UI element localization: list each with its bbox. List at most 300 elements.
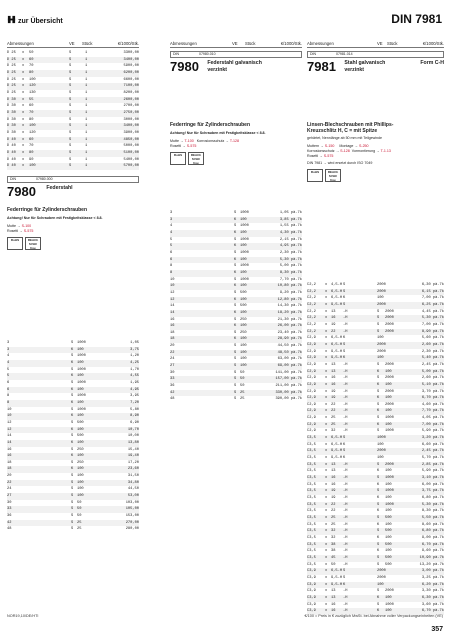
table-cell: S: [234, 264, 237, 269]
table-cell: x: [22, 51, 25, 55]
table-cell: 25: [331, 422, 336, 427]
table-cell: K: [234, 244, 237, 249]
ref-link[interactable]: T-128: [229, 139, 240, 143]
table-row: [307, 295, 444, 302]
table-cell: 100: [29, 77, 36, 82]
table-cell: 3,75: [130, 347, 139, 352]
table-cell: 22: [331, 402, 336, 407]
table-row: [307, 488, 444, 495]
table-cell: -H: [343, 535, 348, 540]
table-cell: C3,5: [307, 456, 316, 461]
table-cell: 500: [240, 290, 247, 295]
table-cell: -H: [343, 402, 348, 407]
code-label: DIN: [310, 52, 317, 56]
table-row: [307, 562, 444, 569]
table-cell: K: [343, 582, 346, 587]
table-row: [307, 355, 444, 362]
table-cell: 100: [77, 427, 84, 432]
table-cell: C2,2: [307, 289, 316, 294]
table-cell: S: [69, 150, 72, 155]
table-row: [7, 493, 139, 500]
table-cell: K: [71, 440, 74, 445]
table-cell: 280,00: [125, 527, 139, 532]
table-cell: x: [22, 124, 25, 129]
table-cell: S: [377, 489, 380, 494]
table-row: [307, 455, 444, 462]
table-row: [170, 263, 302, 270]
table-cell: x: [325, 535, 328, 540]
table-cell: 38: [331, 542, 336, 547]
table-cell: 3,70 pä.7k: [421, 389, 444, 394]
table-cell: D 25: [7, 57, 16, 62]
table-cell: 5,30 pä.7k: [421, 316, 444, 321]
table-row: [307, 588, 444, 595]
table-row: [7, 473, 139, 480]
table-cell: K: [71, 347, 74, 352]
table-cell: x: [22, 97, 25, 102]
table-row: [170, 310, 302, 317]
table-row: [170, 283, 302, 290]
table-cell: S: [377, 555, 380, 560]
back-to-overview-link[interactable]: [7, 15, 63, 25]
ref-row-2[interactable]: Korrosionsschutz → S-128 Vormontierung → T-1.13: [307, 149, 391, 153]
table-cell: 18: [7, 467, 12, 472]
table-cell: 24: [7, 487, 12, 492]
table-cell: 250: [240, 330, 247, 335]
table-row: [170, 376, 302, 383]
table-cell: 25: [331, 522, 336, 527]
table-row: [7, 460, 139, 467]
table-cell: 100: [377, 442, 384, 447]
table-cell: 100: [385, 369, 392, 374]
table-cell: -H: [343, 382, 348, 387]
table-cell: C3,9: [307, 589, 316, 594]
table-cell: K: [71, 427, 74, 432]
table-row: [307, 389, 444, 396]
col2-product-block: [170, 51, 302, 165]
table-cell: x: [325, 322, 328, 327]
table-cell: S: [69, 137, 72, 142]
table-cell: x: [325, 589, 328, 594]
table-cell: x: [325, 442, 328, 447]
table-cell: S: [71, 474, 74, 479]
table-cell: 330,00 pä.7k: [275, 390, 302, 395]
ref-link[interactable]: S-575: [323, 154, 334, 158]
table-cell: 390,00 pä.7k: [275, 397, 302, 402]
table-cell: 22: [7, 480, 12, 485]
table-cell: x: [325, 302, 328, 307]
table-cell: 10: [170, 277, 175, 282]
table-cell: 20: [170, 344, 175, 349]
table-row: [307, 282, 444, 289]
table-cell: 48: [7, 527, 12, 532]
product-name: Federstahl galvanisch verzinkt: [207, 60, 262, 73]
table-cell: 16: [331, 602, 336, 607]
table-cell: S: [234, 290, 237, 295]
table-cell: 22: [331, 502, 336, 507]
rohs-badge: RoHS: [7, 237, 23, 250]
table-cell: 7,70 pä.7k: [279, 277, 302, 282]
table-cell: C2,9: [307, 336, 316, 341]
table-row: [307, 582, 444, 589]
table-cell: S: [377, 589, 380, 594]
table-cell: 500: [240, 304, 247, 309]
table-cell: K: [377, 396, 380, 401]
table-cell: K: [377, 482, 380, 487]
table-cell: K: [234, 217, 237, 222]
table-cell: K: [234, 284, 237, 289]
table-cell: S: [69, 164, 72, 169]
table-cell: 3: [7, 341, 10, 345]
table-cell: x: [325, 409, 328, 414]
table-row: [7, 347, 139, 354]
table-cell: S: [377, 476, 380, 481]
table-cell: 2600,00: [123, 97, 139, 102]
table-cell: 25: [331, 416, 336, 421]
table-cell: C2,2: [307, 296, 316, 301]
table-cell: S: [69, 90, 72, 95]
product-name: Stahl galvanisch verzinkt: [344, 60, 386, 73]
table-cell: S: [71, 407, 74, 412]
header-price: €/1000/Stk.: [280, 41, 302, 46]
table-cell: S: [69, 144, 72, 149]
table-cell: 3000,00: [123, 117, 139, 122]
table-cell: S: [343, 342, 346, 347]
compliance-badges: [307, 169, 444, 182]
ref-nut[interactable]: Mutte → S-100: [7, 224, 32, 228]
table-cell: 24: [170, 357, 175, 362]
table-row: [7, 143, 139, 150]
table-cell: S: [377, 362, 380, 367]
ref-rosette[interactable]: Rosettl → S-575: [170, 144, 197, 148]
table-row: [7, 50, 139, 57]
table-cell: x: [325, 389, 328, 394]
table-cell: 80: [29, 150, 34, 155]
table-cell: 48,50 pä.7k: [277, 350, 302, 355]
table-row: [170, 217, 302, 224]
table-row: [307, 535, 444, 542]
table-cell: 16: [331, 609, 336, 614]
table-cell: C2,2: [307, 283, 316, 287]
table-cell: 9,5-H: [331, 349, 343, 354]
table-cell: K: [71, 454, 74, 459]
table-cell: 6,60 pä.7k: [421, 442, 444, 447]
table-cell: 100: [240, 350, 247, 355]
table-cell: -H: [343, 515, 348, 520]
table-cell: 6,5-H: [331, 569, 343, 574]
table-cell: -H: [343, 469, 348, 474]
table-cell: x: [325, 342, 328, 347]
ref-label: Rosettl: [307, 154, 319, 158]
table-cell: x: [325, 449, 328, 454]
table-cell: 1000: [77, 407, 86, 412]
col1-table1: [7, 50, 139, 170]
table-cell: 28,90 pä.7k: [277, 337, 302, 342]
table-cell: 2000: [385, 376, 394, 381]
table-row: [307, 555, 444, 562]
table-row: [7, 486, 139, 493]
table-cell: K: [234, 310, 237, 315]
table-cell: -H: [343, 362, 348, 367]
table-row: [7, 387, 139, 394]
table-cell: 2,30 pä.7k: [279, 250, 302, 255]
table-cell: 5: [7, 374, 10, 379]
table-cell: S: [71, 447, 74, 452]
table-cell: x: [325, 429, 328, 434]
table-cell: 19: [331, 489, 336, 494]
table-cell: 5900,00: [123, 64, 139, 69]
table-cell: 100: [240, 217, 247, 222]
table-cell: 9,5-H: [331, 302, 343, 307]
table-cell: x: [325, 349, 328, 354]
table-cell: 13: [331, 469, 336, 474]
ref-link[interactable]: T-100: [184, 139, 194, 143]
table-cell: S: [343, 283, 346, 287]
table-cell: x: [325, 595, 328, 600]
table-cell: -H: [343, 462, 348, 467]
table-cell: 250: [240, 317, 247, 322]
table-cell: 33: [7, 507, 12, 512]
table-cell: 7,00 pä.7k: [421, 322, 444, 327]
table-cell: K: [71, 467, 74, 472]
table-cell: 5: [170, 237, 173, 242]
table-cell: 1: [85, 64, 88, 69]
table-cell: 103,00: [125, 500, 139, 505]
header-dims: Abmessungen: [170, 41, 197, 46]
table-cell: 2000: [377, 449, 386, 454]
table-row: [307, 495, 444, 502]
table-row: [7, 360, 139, 367]
table-row: [307, 382, 444, 389]
table-cell: 141,00 pä.7k: [275, 370, 302, 375]
table-cell: C3,5: [307, 515, 316, 520]
table-cell: 3,85 pä.7k: [279, 217, 302, 222]
table-cell: S: [69, 117, 72, 122]
table-cell: x: [22, 137, 25, 142]
table-cell: -H: [343, 595, 348, 600]
table-row: [7, 57, 139, 64]
ref-link[interactable]: S-250: [358, 144, 369, 148]
table-cell: 33: [170, 377, 175, 382]
table-cell: C3,5: [307, 469, 316, 474]
table-cell: 12,80 pä.7k: [277, 297, 302, 302]
table-row: [7, 420, 139, 427]
reach-badge: REACh SVHC free: [325, 169, 341, 182]
table-cell: K: [377, 469, 380, 474]
table-cell: K: [377, 409, 380, 414]
ref-row-3[interactable]: Rosettl → S-575: [307, 154, 334, 158]
table-cell: 120: [29, 84, 36, 89]
table-cell: 1000: [77, 394, 86, 399]
table-row: [7, 90, 139, 97]
table-row: [307, 402, 444, 409]
table-cell: 1,55 pä.7k: [279, 224, 302, 229]
table-cell: 80: [29, 117, 34, 122]
table-cell: 1: [85, 144, 88, 149]
ref-label: Korrosionsschutz: [196, 139, 225, 143]
table-cell: 4,5-H: [331, 283, 343, 287]
footer-code: NOR19,10/DE/HTI: [7, 614, 39, 618]
table-cell: 19: [331, 322, 336, 327]
table-cell: S: [234, 250, 237, 255]
table-cell: 16: [331, 376, 336, 381]
table-cell: 5100,00: [123, 150, 139, 155]
table-cell: S: [71, 520, 74, 525]
table-cell: x: [325, 602, 328, 607]
ref-rosette[interactable]: Rosettl → S-575: [7, 229, 34, 233]
table-cell: S: [343, 436, 346, 441]
table-cell: C3,5: [307, 496, 316, 500]
table-cell: 7,20: [130, 400, 139, 405]
table-cell: 3,10 pä.7k: [421, 476, 444, 481]
table-row: [170, 356, 302, 363]
table-cell: C3,5: [307, 462, 316, 467]
ref-link[interactable]: S-575: [23, 229, 34, 233]
table-cell: 1: [85, 57, 88, 62]
table-cell: 14: [7, 440, 12, 445]
table-cell: 50: [77, 514, 82, 519]
table-cell: 2000: [377, 302, 386, 307]
table-cell: 1,70: [130, 367, 139, 372]
table-cell: C3,5: [307, 549, 316, 554]
table-cell: C2,9: [307, 429, 316, 434]
table-row: [170, 396, 302, 403]
table-cell: x: [22, 90, 25, 95]
table-row: [307, 508, 444, 515]
table-cell: 36: [7, 514, 12, 519]
table-row: [307, 462, 444, 469]
ref-link[interactable]: S-100: [21, 224, 32, 228]
table-row: [170, 210, 302, 217]
table-cell: 6,25 pä.7k: [421, 302, 444, 307]
ref-link[interactable]: S-150: [324, 144, 335, 148]
table-cell: 8: [7, 394, 10, 399]
table-cell: C2,9: [307, 342, 316, 347]
table-cell: 100: [77, 474, 84, 479]
table-cell: 25: [77, 527, 82, 532]
table-cell: 8,60 pä.7k: [421, 522, 444, 527]
table-cell: 5,80: [130, 407, 139, 412]
table-cell: 13: [331, 589, 336, 594]
table-cell: 6,5-H: [331, 296, 343, 301]
table-cell: 8: [170, 270, 173, 275]
table-cell: 100: [240, 357, 247, 362]
table-cell: C3,5: [307, 535, 316, 540]
table-cell: S: [234, 211, 237, 215]
ref-nut[interactable]: Mutte → T-100 Korrosionsschutz → T-128: [170, 139, 240, 143]
table-cell: x: [325, 496, 328, 500]
table-cell: 1000: [77, 341, 86, 345]
table-cell: S: [343, 302, 346, 307]
table-cell: 100: [240, 244, 247, 249]
table-cell: 3400,00: [123, 57, 139, 62]
table-cell: 3: [170, 217, 173, 222]
table-row: [7, 130, 139, 137]
table-cell: 100: [385, 469, 392, 474]
table-cell: 100: [377, 296, 384, 301]
table-cell: 2000: [385, 589, 394, 594]
ref-row-1[interactable]: Muttern → S-150 Montage → S-250: [307, 144, 369, 148]
table-cell: 19,40: [127, 454, 139, 459]
table-row: [307, 522, 444, 529]
table-row: [307, 422, 444, 429]
ref-link[interactable]: S-128: [340, 149, 350, 153]
table-cell: S: [71, 514, 74, 519]
table-cell: 100: [385, 549, 392, 554]
ref-link[interactable]: T-1.13: [380, 149, 391, 153]
table-cell: 9,60 pä.7k: [421, 549, 444, 554]
header-ve: VE: [377, 41, 383, 46]
table-cell: 1: [85, 90, 88, 95]
table-cell: x: [22, 77, 25, 82]
table-cell: 120: [29, 130, 36, 135]
table-cell: S: [71, 527, 74, 532]
table-cell: 38: [331, 549, 336, 554]
table-cell: 4,55: [130, 374, 139, 379]
table-cell: S: [377, 515, 380, 520]
table-cell: 14: [170, 310, 175, 315]
table-cell: 1000: [385, 429, 394, 434]
table-row: [307, 342, 444, 349]
table-cell: S: [377, 376, 380, 381]
table-cell: C3,9: [307, 569, 316, 574]
table-cell: S: [71, 367, 74, 372]
table-cell: K: [234, 297, 237, 302]
table-cell: S: [71, 460, 74, 465]
table-cell: D 30: [7, 97, 16, 102]
table-cell: 7100,00: [123, 84, 139, 89]
table-cell: 5,40 pä.7k: [421, 356, 444, 361]
table-row: [7, 400, 139, 407]
table-cell: D 40: [7, 150, 16, 155]
table-cell: 100: [77, 494, 84, 499]
table-cell: 3,95: [130, 394, 139, 399]
table-cell: S: [69, 57, 72, 62]
table-cell: S: [69, 64, 72, 69]
table-cell: S: [234, 344, 237, 349]
table-cell: 70: [29, 64, 34, 69]
table-row: [307, 468, 444, 475]
table-cell: 25: [77, 520, 82, 525]
table-cell: 1: [85, 117, 88, 122]
table-cell: C2,9: [307, 362, 316, 367]
table-cell: 6,5-H: [331, 336, 343, 341]
table-row: [7, 63, 139, 70]
table-cell: K: [71, 400, 74, 405]
table-cell: S: [234, 237, 237, 242]
table-cell: -H: [343, 416, 348, 421]
table-cell: x: [325, 509, 328, 514]
table-cell: 5,90 pä.7k: [421, 469, 444, 474]
table-cell: 100: [77, 454, 84, 459]
table-cell: 70: [29, 110, 34, 115]
table-cell: C3,9: [307, 582, 316, 587]
table-cell: 16: [331, 482, 336, 487]
table-cell: 31,50: [127, 474, 139, 479]
ref-link[interactable]: S-575: [186, 144, 197, 148]
table-cell: 18: [170, 337, 175, 342]
table-row: [7, 453, 139, 460]
table-cell: 1,05: [130, 341, 139, 345]
table-cell: 153,00: [125, 514, 139, 519]
product-name: Federstahl: [46, 185, 73, 191]
table-row: [307, 362, 444, 369]
table-cell: C3,5: [307, 502, 316, 507]
table-row: [307, 309, 444, 316]
table-cell: x: [325, 336, 328, 341]
reach-badge: REACh SVHC free: [188, 152, 204, 165]
table-cell: 100: [77, 387, 84, 392]
